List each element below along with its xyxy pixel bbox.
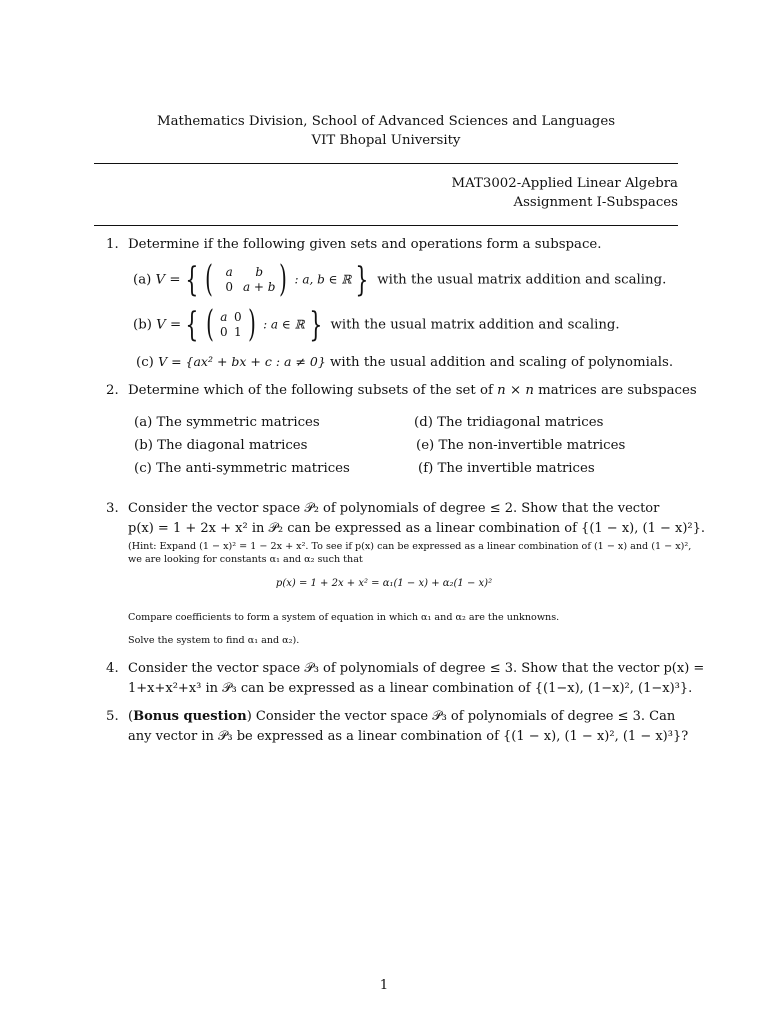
q2-item-f [418, 460, 595, 478]
q2-text-pre: Determine which of the following subsets of the set of [128, 383, 493, 398]
item-label: (a) [134, 415, 153, 430]
close-paren: ) [247, 304, 256, 345]
assignment-title: Assignment I-Subspaces [513, 194, 678, 210]
question-text [128, 381, 697, 401]
part-label: (b) [133, 317, 152, 333]
matrix-a [216, 265, 276, 295]
bonus-open-paren: ( [128, 709, 134, 724]
open-paren: ( [205, 304, 214, 345]
part-math: V = {ax² + bx + c : a ≠ 0} [158, 354, 326, 369]
matrix-cell: b [255, 265, 264, 279]
matrix-cell: 0 [219, 325, 228, 339]
header-university: VIT Bhopal University [311, 133, 461, 148]
header-rule [94, 163, 678, 164]
q1-part-a [133, 259, 667, 300]
matrix-cell: a [225, 265, 233, 279]
item-label: (b) [134, 438, 153, 453]
question-number: 2. [106, 383, 119, 398]
q2-text-math: n × n [497, 383, 534, 398]
q3-hint-line-1: (Hint: Expand (1 − x)² = 1 − 2x + x². To see if p(x) can be expressed as a linear combination of (1 − x) and (1 − x)², [128, 541, 692, 552]
close-brace: } [355, 260, 369, 300]
matrix-b [217, 310, 245, 340]
course-info [452, 175, 679, 212]
part-text: with the usual addition and scaling of polynomials. [330, 355, 674, 370]
open-paren: ( [205, 259, 214, 300]
part-label: (c) [136, 355, 154, 370]
q2-item-e [416, 437, 625, 455]
set-prefix: V = [156, 317, 182, 333]
open-brace: { [185, 305, 199, 345]
q3-line-2: p(x) = 1 + 2x + x² in 𝒫₂ can be expressed as a linear combination of {(1 − x), (1 − x)²}. [128, 521, 706, 536]
institution-header [94, 112, 678, 150]
q1-part-b [133, 304, 620, 345]
item-text: The non-invertible matrices [438, 438, 626, 453]
question-number: 3. [106, 501, 119, 516]
question-text [128, 707, 689, 747]
q3-hint-line-4: Solve the system to find α₁ and α₂). [128, 635, 300, 646]
item-text: The invertible matrices [437, 461, 595, 476]
question-number: 5. [106, 709, 119, 724]
q3-hint-line-3: Compare coefficients to form a system of equation in which α₁ and α₂ are the unknowns. [128, 612, 560, 623]
page-number: 1 [379, 978, 389, 993]
matrix-cell: 0 [225, 280, 234, 294]
q5-line-1-rest: ) Consider the vector space 𝒫₃ of polynomials of degree ≤ 3. Can [246, 709, 676, 724]
question-text [128, 499, 706, 539]
question-number: 4. [106, 661, 119, 676]
question-text [128, 659, 705, 699]
q4-line-2: 1+x+x²+x³ in 𝒫₃ can be expressed as a linear combination of {(1−x), (1−x)², (1−x)³}. [128, 681, 693, 696]
set-condition: : a ∈ ℝ [263, 317, 305, 332]
matrix-cell: a [220, 310, 228, 324]
q4-line-1: Consider the vector space 𝒫₃ of polynomials of degree ≤ 3. Show that the vector p(x) = [128, 661, 705, 676]
q3-equation: p(x) = 1 + 2x + x² = α₁(1 − x) + α₂(1 − x)² [275, 578, 493, 589]
q3-hint-line-2: we are looking for constants α₁ and α₂ such that [128, 554, 363, 565]
item-text: The anti-symmetric matrices [156, 461, 350, 476]
matrix-cell: a + b [242, 280, 276, 294]
course-rule [94, 225, 678, 226]
q3-line-1: Consider the vector space 𝒫₂ of polynomials of degree ≤ 2. Show that the vector [128, 501, 660, 516]
item-text: The diagonal matrices [157, 438, 308, 453]
q2-item-c [134, 460, 350, 478]
q5-line-2: any vector in 𝒫₃ be expressed as a linear combination of {(1 − x), (1 − x)², (1 − x)³}? [128, 729, 689, 744]
open-brace: { [184, 260, 198, 300]
q2-item-b [134, 437, 307, 455]
matrix-cell: 0 [233, 310, 242, 324]
question-number: 1. [106, 237, 119, 252]
part-label: (a) [133, 272, 152, 288]
q1-part-c [136, 353, 673, 372]
part-text: with the usual matrix addition and scaling. [330, 317, 620, 333]
matrix-cell: 1 [233, 325, 242, 339]
header-division: Mathematics Division, School of Advanced Sciences and Languages [156, 114, 616, 129]
q5-line-1 [128, 707, 678, 727]
course-title: MAT3002-Applied Linear Algebra [451, 176, 678, 191]
question-text: Determine if the following given sets and operations form a subspace. [128, 237, 602, 252]
q2-text-post: matrices are subspaces [538, 383, 697, 398]
bonus-label: Bonus question [133, 709, 247, 724]
q2-item-a [134, 414, 320, 432]
item-label: (c) [134, 461, 152, 476]
part-text: with the usual matrix addition and scaling. [377, 272, 667, 288]
item-text: The symmetric matrices [156, 415, 320, 430]
set-prefix: V = [155, 272, 181, 288]
item-label: (f) [418, 461, 434, 476]
item-label: (d) [414, 415, 433, 430]
close-brace: } [308, 305, 322, 345]
set-condition: : a, b ∈ ℝ [294, 272, 352, 287]
q2-item-d [414, 414, 603, 432]
close-paren: ) [279, 259, 288, 300]
item-label: (e) [416, 438, 435, 453]
item-text: The tridiagonal matrices [437, 415, 604, 430]
